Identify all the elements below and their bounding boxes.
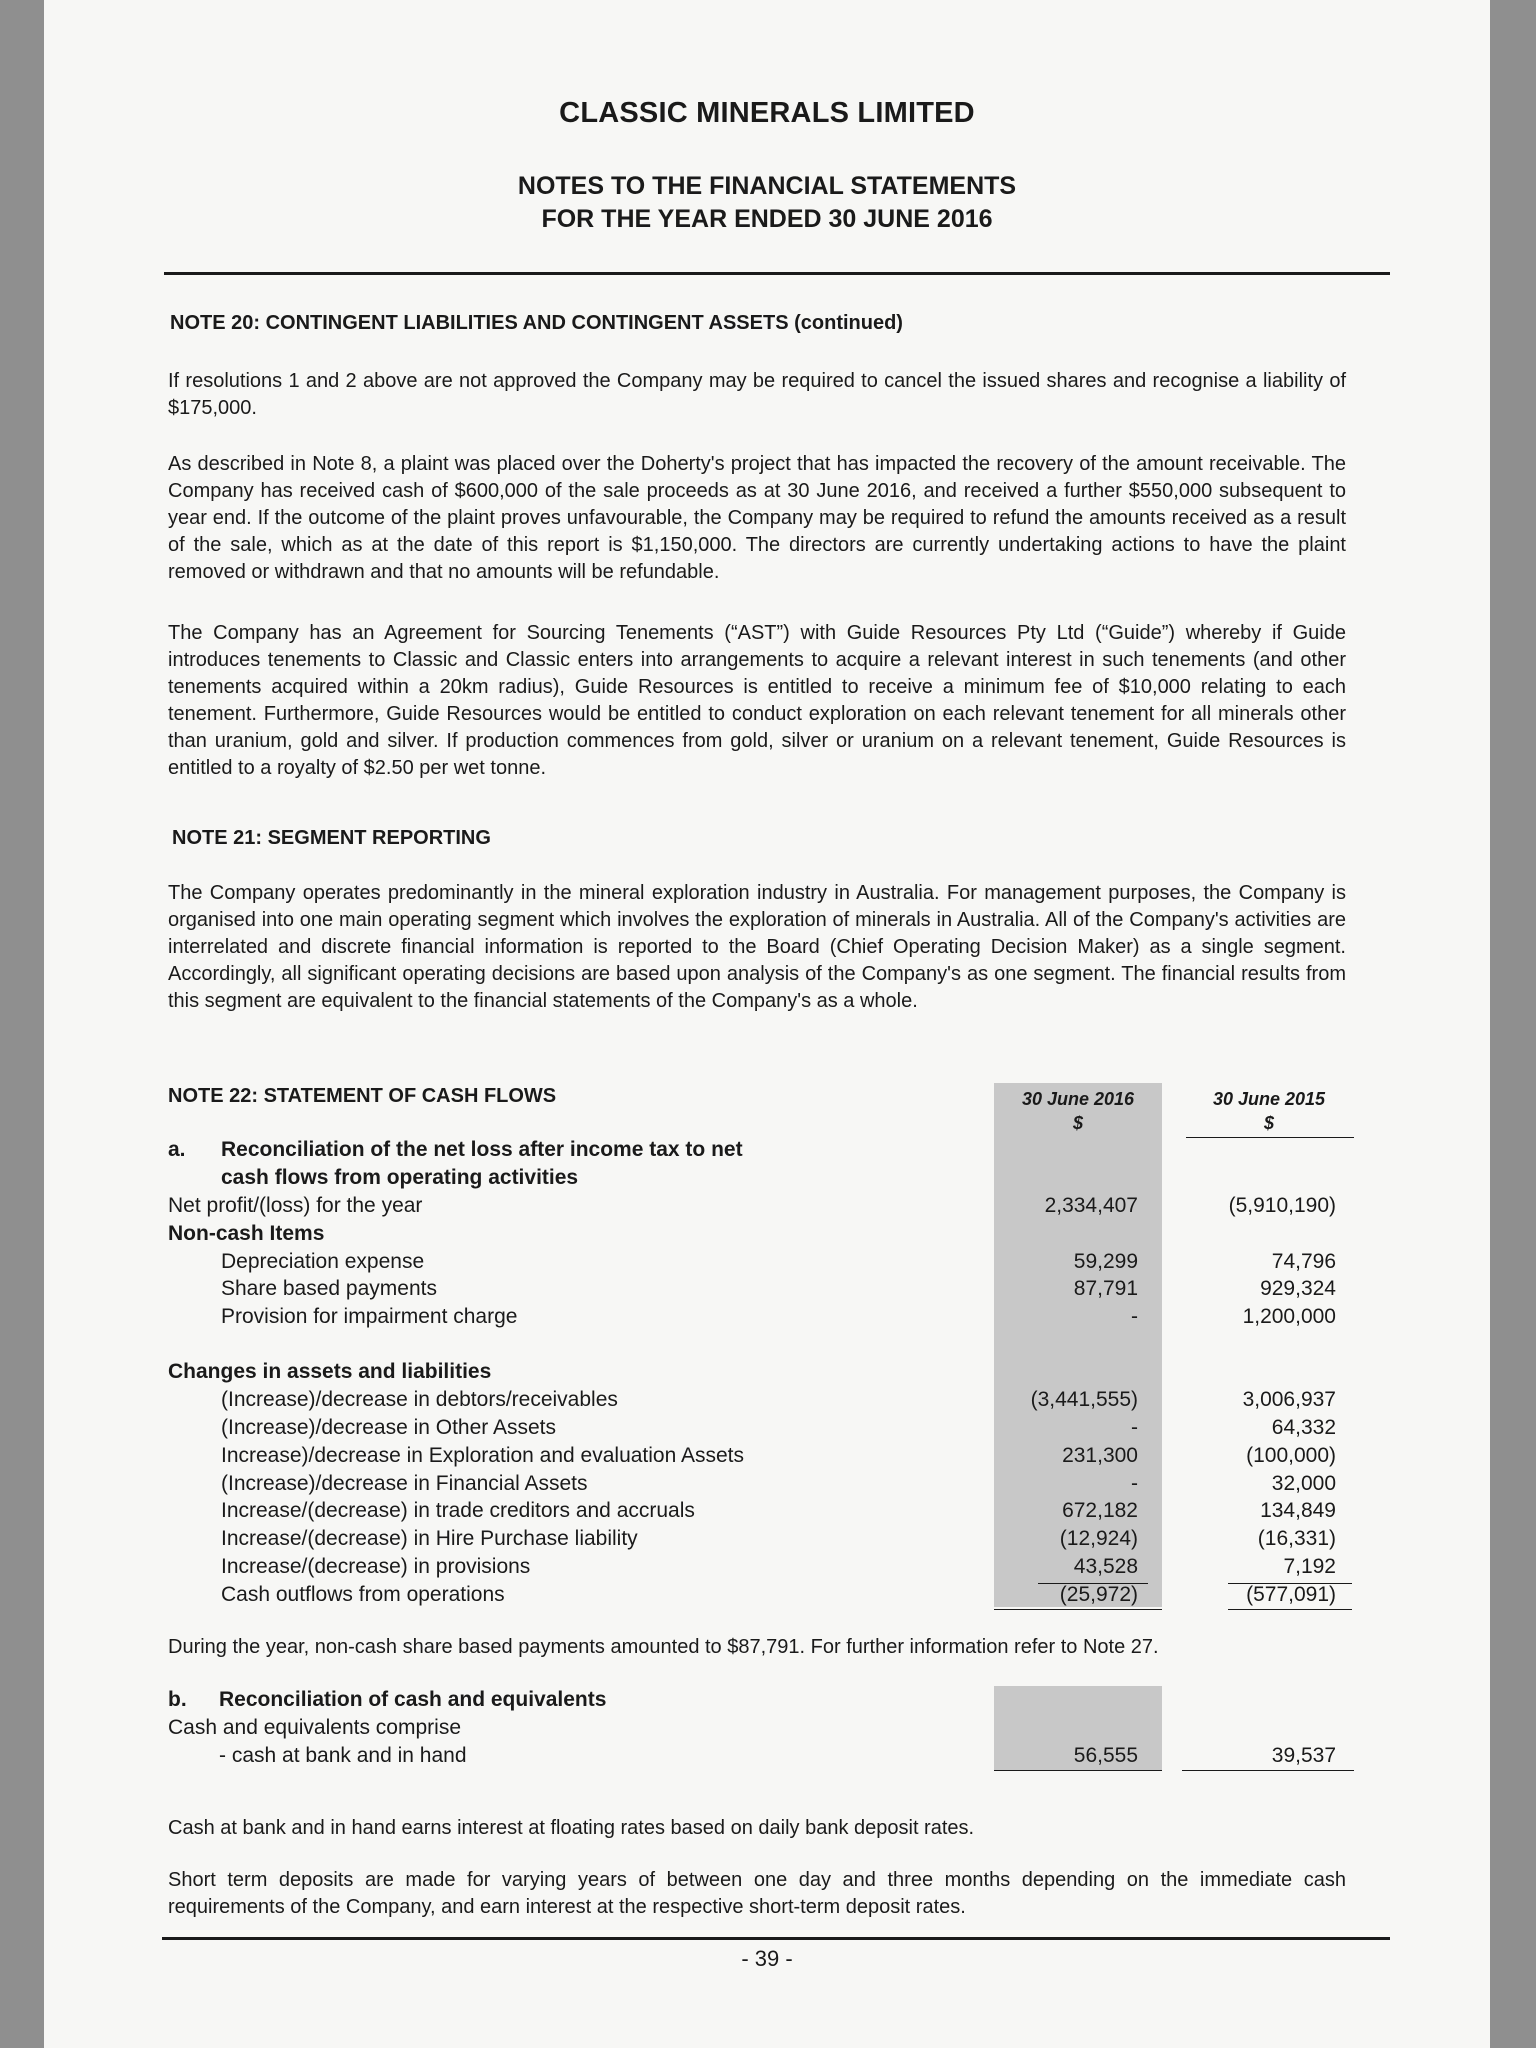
change-2016: 672,182 — [1062, 1499, 1138, 1522]
col-2015-currency: $ — [1263, 1113, 1274, 1133]
section-a-title-line1: Reconciliation of the net loss after income tax to net — [221, 1138, 743, 1161]
change-label: Increase/(decrease) in provisions — [221, 1555, 531, 1578]
section-b-letter: b. — [168, 1688, 187, 1711]
section-a-title-line2: cash flows from operating activities — [221, 1166, 579, 1189]
note20-paragraph-3: The Company has an Agreement for Sourcing Tenements (“AST”) with Guide Resources Pty Ltd (“Guide”) whereby if Guide introduces tenements to Classic and Classic enters into arrangements to acquire a relevant interest in such tenements (and other tenements acquired within a 20km radius), Guide Resources is entitled to receive a minimum fee of $10,000 relating to each tenement. Furthermore, Guide Resources would be entitled to conduct exploration on each relevant tenement for all minerals other than uranium, gold and silver. If production commences from gold, silver or uranium on a relevant tenement, Guide Resources is entitled to a royalty of $2.50 per wet tonne. — [168, 622, 1346, 779]
document-page — [44, 0, 1490, 2048]
cash-2015: 39,537 — [1271, 1744, 1336, 1767]
col-2016-currency: $ — [1072, 1113, 1083, 1133]
cash-at-bank-label: - cash at bank and in hand — [219, 1744, 467, 1767]
col-header-2015 — [1184, 1087, 1354, 1135]
change-2016: 231,300 — [1062, 1444, 1138, 1467]
change-2015: (16,331) — [1257, 1527, 1336, 1550]
cash-2016: 56,555 — [1073, 1744, 1138, 1767]
change-label: Increase/(decrease) in Hire Purchase liability — [221, 1527, 638, 1550]
change-2016: (12,924) — [1059, 1527, 1138, 1550]
note20-paragraph-1: If resolutions 1 and 2 above are not approved the Company may be required to cancel the issued shares and recognise a liability of $175,000. — [168, 370, 1346, 419]
share-based-note: During the year, non-cash share based payments amounted to $87,791. For further information refer to Note 27. — [168, 1636, 1159, 1658]
noncash-heading: Non-cash Items — [168, 1222, 325, 1245]
section-b-title: Reconciliation of cash and equivalents — [219, 1688, 607, 1711]
noncash-label: Depreciation expense — [221, 1250, 425, 1273]
note21-paragraph: The Company operates predominantly in the mineral exploration industry in Australia. For management purposes, the Company is organised into one main operating segment which involves the exploration of minerals in Australia. All of the Company's activities are interrelated and discrete financial information is reported to the Board (Chief Operating Decision Maker) as a single segment. Accordingly, all significant operating decisions are based upon analysis of the Company's as one segment. The financial results from this segment are equivalent to the financial statements of the Company's as a whole. — [168, 882, 1346, 1012]
change-2015: 3,006,937 — [1242, 1388, 1336, 1411]
page-number: - 39 - — [741, 1946, 793, 1971]
outflow-label: Cash outflows from operations — [221, 1583, 505, 1606]
interest-paragraph: Cash at bank and in hand earns interest at floating rates based on daily bank deposit rates. — [168, 1817, 975, 1839]
changes-heading: Changes in assets and liabilities — [168, 1360, 492, 1383]
note20-paragraph-2: As described in Note 8, a plaint was placed over the Doherty's project that has impacted the recovery of the amount receivable. The Company has received cash of $600,000 of the sale proceeds as at 30 June 2016, and received a further $550,000 subsequent to year end. If the outcome of the plaint proves unfavourable, the Company may be required to refund the amounts received as a result of the sale, which as at the date of this report is $1,150,000. The directors are currently undertaking actions to have the plaint removed or withdrawn and that no amounts will be refundable. — [168, 453, 1346, 583]
change-label: (Increase)/decrease in debtors/receivables — [221, 1388, 618, 1411]
col-header-2016 — [994, 1087, 1162, 1135]
noncash-2015: 1,200,000 — [1242, 1305, 1336, 1328]
change-2016: (3,441,555) — [1030, 1388, 1138, 1411]
footer-rule — [162, 1937, 1390, 1940]
note22-heading: NOTE 22: STATEMENT OF CASH FLOWS — [168, 1085, 557, 1107]
noncash-2015: 74,796 — [1271, 1250, 1336, 1273]
section-a-letter: a. — [168, 1138, 186, 1161]
col-2015-date: 30 June 2015 — [1212, 1089, 1326, 1109]
note20-heading: NOTE 20: CONTINGENT LIABILITIES AND CONTINGENT ASSETS (continued) — [170, 312, 903, 334]
outflow-2016: (25,972) — [1059, 1583, 1138, 1606]
change-label: Increase)/decrease in Exploration and evaluation Assets — [221, 1444, 744, 1467]
deposits-paragraph: Short term deposits are made for varying years of between one day and three months depending on the immediate cash requirements of the Company, and earn interest at the respective short-term deposit rates. — [168, 1869, 1346, 1918]
change-2015: (100,000) — [1246, 1444, 1336, 1467]
noncash-label: Share based payments — [221, 1277, 437, 1300]
net-profit-label: Net profit/(loss) for the year — [168, 1194, 423, 1217]
net-profit-2015: (5,910,190) — [1228, 1194, 1336, 1217]
noncash-2016: - — [1131, 1305, 1138, 1328]
noncash-2015: 929,324 — [1260, 1277, 1336, 1300]
noncash-2016: 59,299 — [1073, 1250, 1138, 1273]
change-2015: 134,849 — [1260, 1499, 1336, 1522]
change-label: Increase/(decrease) in trade creditors and accruals — [221, 1499, 695, 1522]
cash-rule-2016 — [994, 1770, 1162, 1771]
noncash-2016: 87,791 — [1073, 1277, 1138, 1300]
total-rule-2015 — [1228, 1609, 1352, 1610]
change-2015: 7,192 — [1283, 1555, 1336, 1578]
document-title: NOTES TO THE FINANCIAL STATEMENTS — [517, 172, 1017, 200]
note21-heading: NOTE 21: SEGMENT REPORTING — [172, 827, 491, 849]
change-label: (Increase)/decrease in Other Assets — [221, 1416, 556, 1439]
document-period: FOR THE YEAR ENDED 30 JUNE 2016 — [541, 205, 993, 233]
company-name: CLASSIC MINERALS LIMITED — [559, 97, 975, 129]
col-2015-header-rule — [1186, 1137, 1354, 1138]
col-2016-date: 30 June 2016 — [1021, 1089, 1135, 1109]
change-2015: 64,332 — [1271, 1416, 1336, 1439]
header-rule — [164, 272, 1390, 275]
cash-rule-2015 — [1182, 1770, 1354, 1771]
net-profit-2016: 2,334,407 — [1044, 1194, 1138, 1217]
noncash-label: Provision for impairment charge — [221, 1305, 518, 1328]
change-2016: - — [1131, 1416, 1138, 1439]
change-2015: 32,000 — [1271, 1472, 1336, 1495]
total-rule-2016 — [994, 1609, 1162, 1610]
outflow-2015: (577,091) — [1246, 1583, 1336, 1606]
change-2016: 43,528 — [1073, 1555, 1138, 1578]
cash-comprise-label: Cash and equivalents comprise — [168, 1716, 461, 1739]
change-2016: - — [1131, 1472, 1138, 1495]
change-label: (Increase)/decrease in Financial Assets — [221, 1472, 588, 1495]
